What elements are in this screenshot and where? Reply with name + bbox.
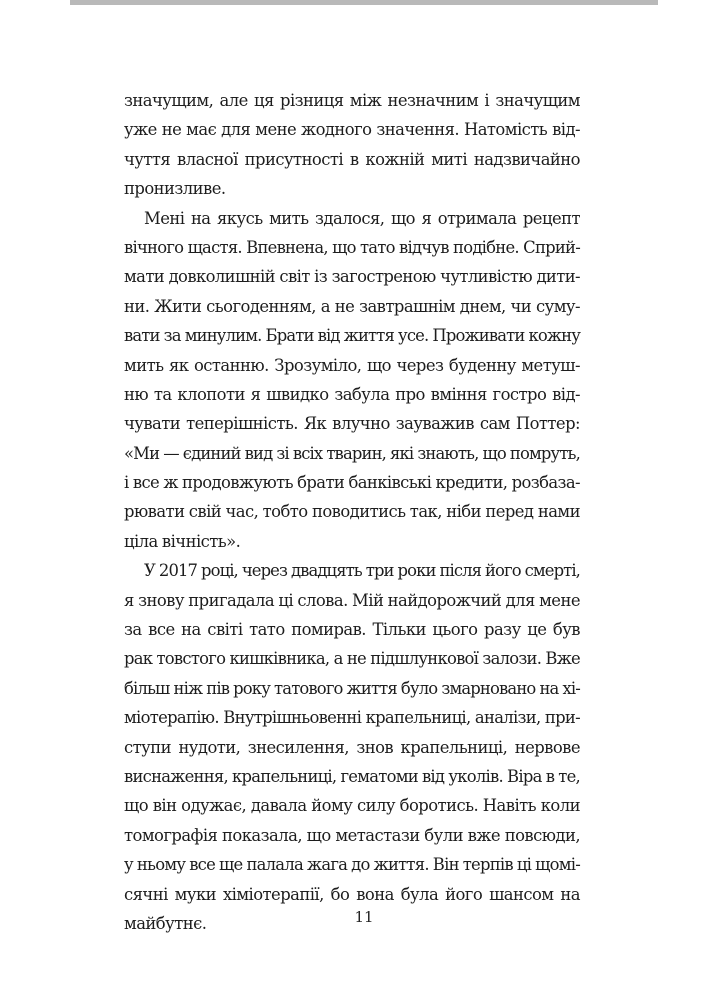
text-line: Мені на якусь мить здалося, що я отримала рецепт (144, 208, 580, 228)
text-line: чуття власної присутності в кожній миті надзвичайно (124, 149, 580, 169)
text-line: значущим, але ця різниця між незначним і значущим (124, 91, 580, 110)
text-line: пронизливе. (124, 179, 226, 199)
text-line: виснаження, крапельниці, гематоми від уколів. Віра в те, (124, 766, 580, 786)
text-line: мати довколишній світ із загостреною чутливістю дити- (124, 267, 580, 287)
text-line: рювати свій час, тобто поводитись так, ніби перед нами (124, 502, 580, 522)
text-line: що він одужає, давала йому силу боротись. Навіть коли (124, 796, 580, 816)
text-line: сячні муки хіміотерапії, бо вона була його шансом на (124, 884, 580, 904)
text-line: У 2017 році, через двадцять три роки після його смерті, (144, 561, 580, 581)
text-line: томографія показала, що метастази були вже повсюди, (124, 825, 580, 845)
text-line: рак товстого кишківника, а не підшлункової залози. Вже (124, 649, 580, 669)
text-line: мить як останню. Зрозуміло, що через буденну метуш- (124, 355, 580, 375)
page-number: 11 (354, 908, 374, 926)
text-line: я знову пригадала ці слова. Мій найдорожчий для мене (124, 590, 580, 610)
text-line: і все ж продовжують брати банківські кредити, розбаза- (124, 473, 580, 493)
text-line: за все на світі тато помирав. Тільки цього разу це був (124, 620, 580, 640)
body-text (124, 86, 580, 938)
text-line: більш ніж пів року татового життя було змарновано на хі- (124, 678, 580, 698)
text-line: ню та клопоти я швидко забула про вміння гостро від- (124, 384, 580, 404)
paragraph-3 (124, 556, 580, 938)
text-line: ни. Жити сьогоденням, а не завтрашнім днем, чи суму- (124, 296, 580, 316)
text-line: чувати теперішність. Як влучно зауважив сам Поттер: (124, 414, 580, 434)
text-line: у ньому все ще палала жага до життя. Він терпів ці щомі- (124, 855, 580, 875)
text-line: вати за минулим. Брати від життя усе. Проживати кожну (124, 326, 580, 346)
text-line: ступи нудоти, знесилення, знов крапельниці, нервове (124, 737, 580, 757)
text-line: майбутнє. (124, 913, 207, 933)
text-line: ціла вічність». (124, 531, 241, 551)
text-line: міотерапію. Внутрішньовенні крапельниці, аналізи, при- (124, 708, 580, 728)
paragraph-2 (124, 204, 580, 557)
paragraph-1 (124, 86, 580, 204)
text-line: «Ми — єдиний вид зі всіх тварин, які знають, що помруть, (124, 443, 580, 463)
text-line: вічного щастя. Впевнена, що тато відчув подібне. Сприй- (124, 237, 580, 257)
top-rule (70, 0, 658, 5)
text-line: уже не має для мене жодного значення. Натомість від- (124, 120, 580, 140)
